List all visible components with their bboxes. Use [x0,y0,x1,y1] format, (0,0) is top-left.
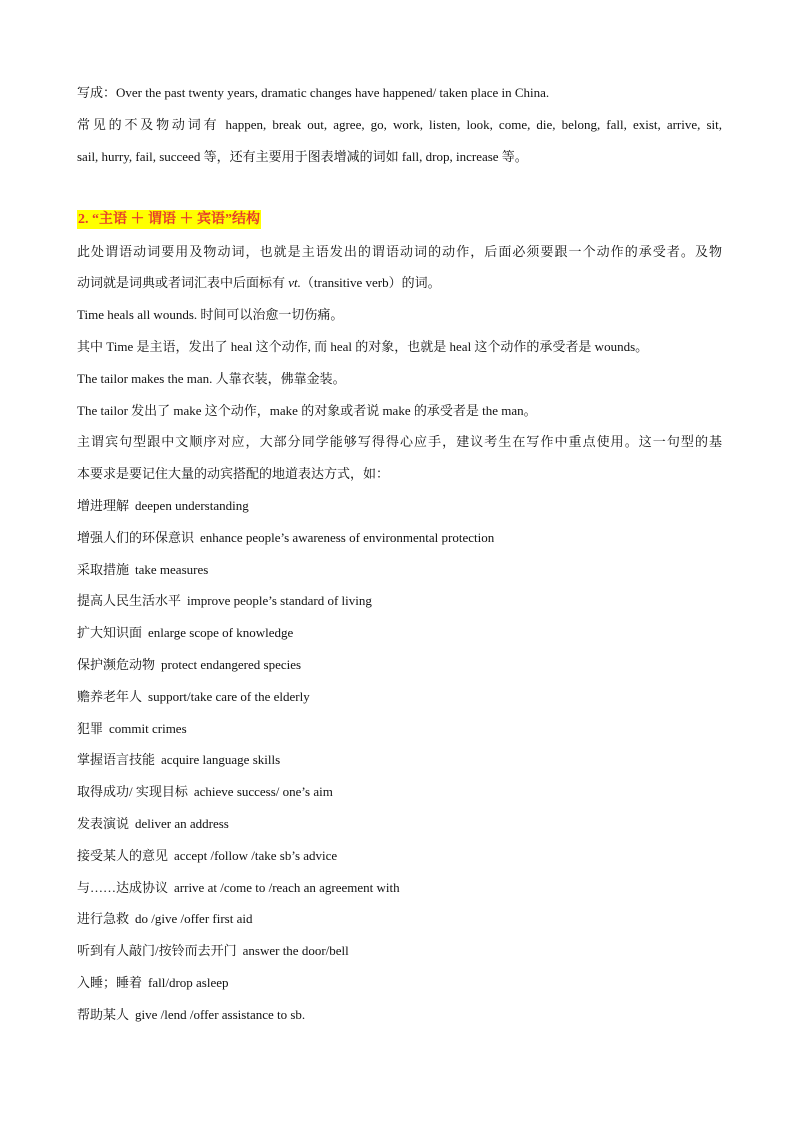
phrase-cn: 掌握语言技能 [77,752,156,767]
phrase-item [77,720,187,738]
phrase-cn: 接受某人的意见 [77,848,169,863]
para1-line-2 [77,274,722,292]
phrase-en: answer the door/bell [242,943,349,958]
explain-2: The tailor 发出了 make 这个动作，make 的对象或者说 make 的承受者是 the man。 [77,403,537,418]
phrase-en: give /lend /offer assistance to sb. [135,1007,306,1022]
phrase-en: protect endangered species [161,657,302,672]
phrase-en: accept /follow /take sb’s advice [174,848,338,863]
phrase-en: do /give /offer first aid [135,911,253,926]
phrase-item [77,879,400,897]
phrase-en: deepen understanding [135,498,249,513]
example-2: The tailor makes the man. 人靠衣装，佛靠金装。 [77,371,346,386]
phrase-en: arrive at /come to /reach an agreement with [174,880,400,895]
section-heading: 2. “主语 ＋ 谓语 ＋ 宾语”结构 [78,212,260,227]
phrase-cn: 赡养老年人 [77,689,143,704]
phrase-item [77,942,349,960]
phrase-item [77,910,252,928]
phrase-item [77,1006,305,1024]
phrase-item [77,497,249,515]
phrase-item [77,624,293,642]
phrase-item [77,529,494,547]
phrase-cn: 取得成功/ 实现目标 [77,784,188,799]
phrase-cn: 发表演说 [77,816,130,831]
phrase-item [77,783,333,801]
para1-line-1: 此处谓语动词要用及物动词，也就是主语发出的谓语动词的动作，后面必须要跟一个动作的承受者。及物 [77,244,722,259]
phrase-item [77,561,208,579]
phrase-cn: 入睡；睡着 [77,975,143,990]
phrase-en: enhance people’s awareness of environmental protection [200,530,495,545]
phrase-cn: 保护濒危动物 [77,657,156,672]
phrase-en: commit crimes [109,721,187,736]
phrase-item [77,592,372,610]
phrase-item [77,815,229,833]
example-1: Time heals all wounds. 时间可以治愈一切伤痛。 [77,307,344,322]
phrase-en: support/take care of the elderly [148,689,310,704]
phrase-item [77,974,229,992]
phrase-en: take measures [135,562,209,577]
phrase-cn: 犯罪 [77,721,104,736]
phrase-cn: 提高人民生活水平 [77,593,182,608]
phrase-en: improve people’s standard of living [187,593,372,608]
phrase-cn: 扩大知识面 [77,625,143,640]
phrase-en: enlarge scope of knowledge [148,625,294,640]
phrase-en: fall/drop asleep [148,975,229,990]
phrase-cn: 与……达成协议 [77,880,169,895]
phrase-cn: 采取措施 [77,562,130,577]
phrase-en: acquire language skills [161,752,281,767]
phrase-item [77,656,301,674]
para2-line-2: 本要求是要记住大量的动宾搭配的地道表达方式，如： [77,466,390,481]
phrase-cn: 增进理解 [77,498,130,513]
phrase-cn: 增强人们的环保意识 [77,530,195,545]
phrase-item [77,688,310,706]
intro-line-2: 常见的不及物动词有 happen, break out, agree, go, work, listen, look, come, die, belong, fall, exist, arrive, sit, [77,117,722,132]
phrase-cn: 帮助某人 [77,1007,130,1022]
explain-1: 其中 Time 是主语，发出了 heal 这个动作, 而 heal 的对象，也就是 heal 这个动作的承受者是 wounds。 [77,339,649,354]
phrase-cn: 听到有人敲门/按铃而去开门 [77,943,237,958]
phrase-item [77,751,280,769]
intro-line-3: sail, hurry, fail, succeed 等，还有主要用于图表增减的词如 fall, drop, increase 等。 [77,149,528,164]
phrase-cn: 进行急救 [77,911,130,926]
para1-line-2-text-a: 动词就是词典或者词汇表中后面标有 [77,275,289,290]
phrase-item [77,847,337,865]
phrase-en: deliver an address [135,816,229,831]
intro-line-1: 写成：Over the past twenty years, dramatic changes have happened/ taken place in China. [77,85,550,100]
phrase-en: achieve success/ one’s aim [193,784,333,799]
para1-line-2-text-b: （transitive verb）的词。 [300,275,441,290]
para2-line-1: 主谓宾句型跟中文顺序对应，大部分同学能够写得得心应手，建议考生在写作中重点使用。这一句型的基 [77,434,722,449]
vt-abbrev: vt. [288,275,301,290]
